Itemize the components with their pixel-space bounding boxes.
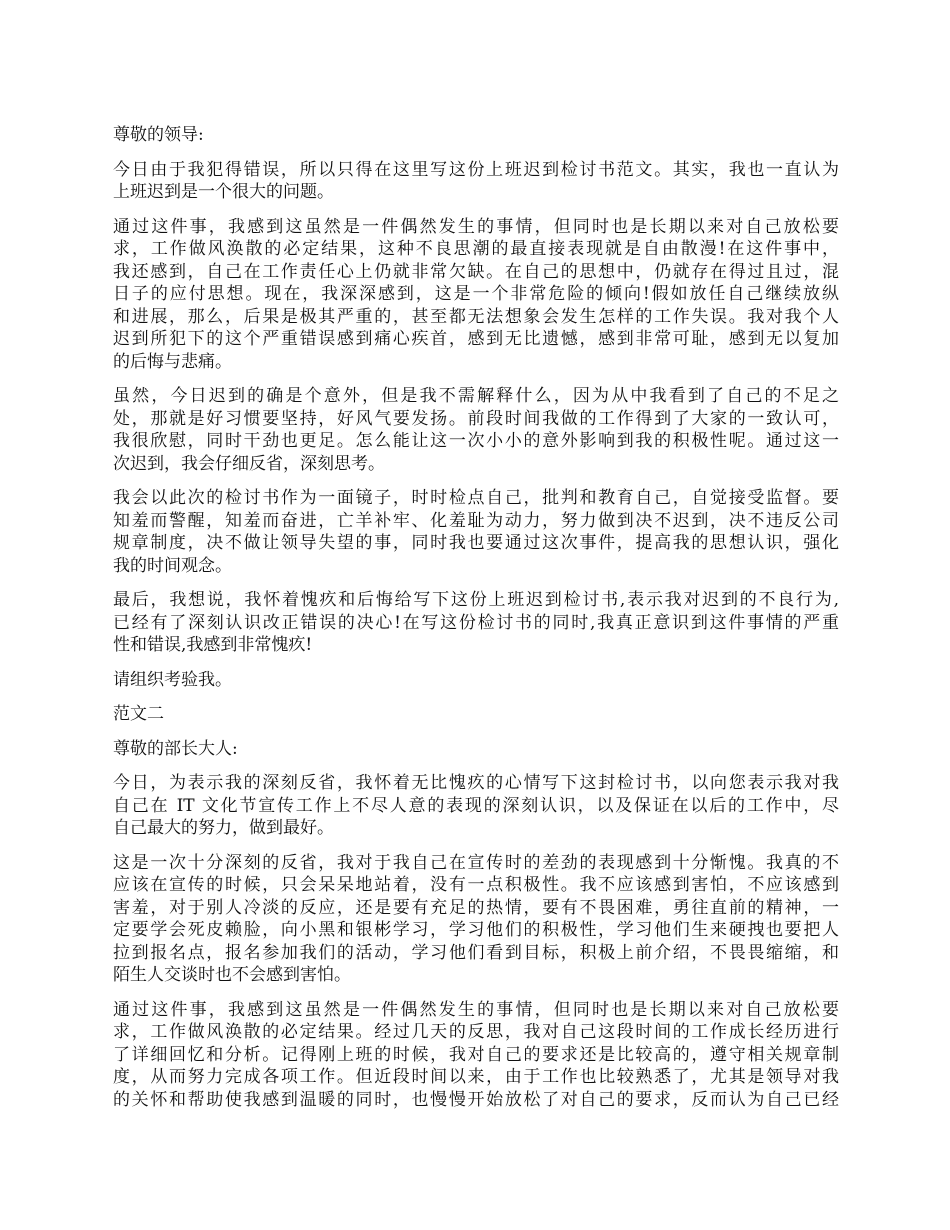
text-line: 范文二 (113, 704, 164, 724)
paragraph (113, 124, 839, 147)
text-line: 了详细回忆和分析。记得刚上班的时候，我对自己的要求还是比较高的，遵守相关规章制 (113, 1044, 839, 1065)
text-line: 通过这件事，我感到这虽然是一件偶然发生的事情，但同时也是长期以来对自己放松要 (113, 999, 839, 1020)
text-line: 求，工作做风涣散的必定结果，这种不良思潮的最直接表现就是自由散漫!在这件事中， (113, 239, 839, 259)
paragraph (113, 589, 839, 657)
text-line: 害羞，对于别人冷淡的反应，还是要有充足的热情，要有不畏困难，勇往直前的精神，一 (113, 897, 839, 918)
paragraph (113, 216, 839, 374)
text-line: 的后悔与悲痛。 (113, 351, 232, 372)
text-line: 处，那就是好习惯要坚持，好风气要发扬。前段时间我做的工作得到了大家的一致认可， (113, 408, 839, 429)
text-line: 虽然，今日迟到的确是个意外，但是我不需解释什么，因为从中我看到了自己的不足之 (113, 386, 839, 406)
paragraph (113, 738, 839, 761)
text-line: 定要学会死皮赖脸，向小黑和银彬学习，学习他们的积极性，学习他们生来硬拽也要把人 (113, 920, 839, 940)
paragraph (113, 487, 839, 577)
text-line: 迟到所犯下的这个严重错误感到痛心疾首，感到无比遗憾，感到非常可耻，感到无以复加 (113, 329, 839, 349)
text-line: 求，工作做风涣散的必定结果。经过几天的反思，我对自己这段时间的工作成长经历进行 (113, 1022, 839, 1042)
text-line: 上班迟到是一个很大的问题。 (113, 182, 334, 202)
text-line: 尊敬的部长大人: (113, 738, 238, 759)
paragraph (113, 159, 839, 204)
paragraph (113, 772, 839, 840)
text-line: 最后，我想说，我怀着愧疚和后悔给写下这份上班迟到检讨书,表示我对迟到的不良行为, (113, 590, 839, 610)
text-line: 我的时间观念。 (113, 555, 232, 576)
text-line: 今日由于我犯得错误，所以只得在这里写这份上班迟到检讨书范文。其实，我也一直认为 (113, 159, 839, 180)
text-line: 请组织考验我。 (113, 669, 232, 690)
text-line: 拉到报名点，报名参加我们的活动，学习他们看到目标，积极上前介绍，不畏畏缩缩，和 (113, 942, 839, 963)
text-line: 日子的应付思想。现在，我深深感到，这是一个非常危险的倾向!假如放任自己继续放纵 (113, 284, 839, 304)
text-line: 性和错误,我感到非常愧疚! (113, 635, 313, 655)
text-line: 知羞而警醒，知羞而奋进，亡羊补牢、化羞耻为动力，努力做到决不迟到，决不违反公司 (113, 510, 839, 531)
text-line: 我很欣慰，同时干劲也更足。怎么能让这一次小小的意外影响到我的积极性呢。通过这一 (113, 431, 839, 451)
text-line: 今日，为表示我的深刻反省，我怀着无比愧疚的心情写下这封检讨书，以向您表示我对我 (113, 773, 839, 793)
text-line: 度，从而努力完成各项工作。但近段时间以来，由于工作也比较熟悉了，尤其是领导对我 (113, 1067, 839, 1087)
text-line: 自己最大的努力，做到最好。 (113, 818, 334, 838)
text-line: 已经有了深刻认识改正错误的决心!在写这份检讨书的同时,我真正意识到这件事情的严重 (113, 612, 839, 633)
text-line: 规章制度，决不做让领导失望的事，同时我也要通过这次事件，提高我的思想认识，强化 (113, 533, 839, 553)
text-line: 自己在 IT 文化节宣传工作上不尽人意的表现的深刻认识，以及保证在以后的工作中，尽 (113, 795, 839, 816)
text-line: 和进展，那么，后果是极其严重的，甚至都无法想象会发生怎样的工作失误。我对我个人 (113, 306, 839, 327)
text-line: 我还感到，自己在工作责任心上仍就非常欠缺。在自己的思想中，仍就存在得过且过，混 (113, 261, 839, 282)
paragraph (113, 669, 839, 692)
text-line: 通过这件事，我感到这虽然是一件偶然发生的事情，但同时也是长期以来对自己放松要 (113, 216, 839, 237)
paragraph (113, 703, 839, 726)
text-line: 的关怀和帮助使我感到温暖的同时，也慢慢开始放松了对自己的要求，反而认为自己已经 (113, 1089, 839, 1110)
text-line: 陌生人交谈时也不会感到害怕。 (113, 965, 351, 985)
paragraph (113, 385, 839, 475)
text-line: 次迟到，我会仔细反省，深刻思考。 (113, 453, 385, 474)
document-body (113, 124, 839, 1123)
paragraph (113, 852, 839, 987)
text-line: 应该在宣传的时候，只会呆呆地站着，没有一点积极性。我不应该感到害怕，不应该感到 (113, 875, 839, 895)
paragraph (113, 999, 839, 1112)
text-line: 尊敬的领导: (113, 125, 204, 145)
text-line: 我会以此次的检讨书作为一面镜子，时时检点自己，批判和教育自己，自觉接受监督。要 (113, 488, 839, 508)
text-line: 这是一次十分深刻的反省，我对于我自己在宣传时的差劲的表现感到十分惭愧。我真的不 (113, 852, 839, 873)
